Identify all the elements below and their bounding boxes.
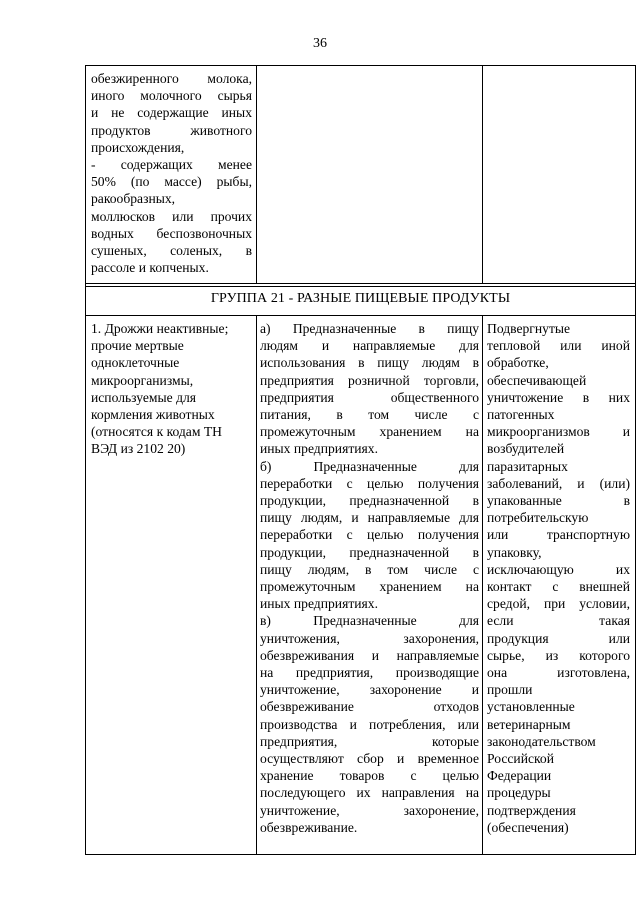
page-number: 36 [313,36,327,51]
text-line: кормления животных [91,407,215,423]
text-line: контакт с внешней [487,579,630,595]
text-line: продукция или [487,630,630,646]
text-line: пищу людям, в том числе с [260,561,479,577]
text-line: ракообразных, [91,191,176,207]
text-line: на предприятия, производящие [260,665,479,681]
text-line: установленные [487,699,575,715]
text-line: использования в пищу людям в [260,355,479,371]
text-line: хранение товаров с целью [260,768,479,784]
text-line: уничтожение в них [487,389,630,405]
continuation-description-cell [91,70,252,276]
text-line: Российской [487,751,554,767]
row-divider [85,315,636,316]
text-line: осуществляют сбор и временное [260,751,479,767]
text-line: ветеринарным [487,716,571,732]
text-line: обработке, [487,355,549,371]
text-line: последующего их направления на [260,785,479,801]
text-line: микроорганизмов и [487,424,630,440]
text-line: исключающую их [487,561,630,577]
text-line: иных предприятиях. [260,596,378,612]
text-line: 1. Дрожжи неактивные; [91,321,229,336]
text-line: (относятся к кодам ТН [91,424,222,440]
table-border-top [85,65,636,66]
text-line: уничтожения, захоронения, [260,630,479,646]
text-line: сушеных, соленых, в [91,243,252,259]
text-line: моллюсков или прочих [91,208,252,224]
text-line: питания, в том числе с [260,407,479,423]
column-divider [482,315,483,855]
text-line: уничтожение, захоронение, [260,802,479,818]
row-divider [85,283,636,284]
row-divider [85,286,636,287]
table-border-right [635,65,636,855]
text-line: в) Предназначенные для [260,613,479,629]
text-line: переработки с целью получения [260,527,479,543]
text-line: используемые для [91,389,197,405]
text-line: промежуточным хранением на [260,579,479,595]
text-line: - содержащих менее [91,157,252,173]
text-line: водных беспозвоночных [91,225,252,241]
text-line: б) Предназначенные для [260,458,479,474]
text-line: (обеспечения) [487,819,569,835]
text-line: производства и потребления, или [260,716,479,732]
text-line: промежуточным хранением на [260,424,479,440]
regulation-table [85,65,636,855]
text-line: людям и направляемые для [260,338,479,354]
text-line: происхождения, [91,139,185,155]
text-line: если такая [487,613,630,629]
text-line: или транспортную [487,527,630,543]
text-line: продукции, предназначенной в [260,493,479,509]
product-name-cell [91,320,252,458]
text-line: обезвреживания и направляемые [260,647,479,663]
text-line: одноклеточные [91,355,180,371]
column-divider [482,65,483,284]
table-border-left [85,65,86,855]
text-line: обеспечивающей [487,372,587,388]
text-line: микроорганизмы, [91,372,194,388]
text-line: возбудителей [487,441,565,457]
text-line: иного молочного сырья [91,88,252,104]
text-line: предприятия, которые [260,733,479,749]
text-line: продуктов животного [91,122,252,138]
text-line: подтверждения [487,802,576,818]
text-line: предприятия розничной торговли, [260,372,479,388]
text-line: законодательством [487,733,596,749]
text-line: упакованные в [487,493,630,509]
text-line: обезжиренного молока, [91,71,252,86]
text-line: Федерации [487,768,552,784]
column-divider [256,65,257,284]
text-line: пищу людям, и направляемые для [260,510,479,526]
text-line: сырье, из которого [487,647,630,663]
text-line: уничтожение, захоронение и [260,682,479,698]
text-line: она изготовлена, [487,665,630,681]
text-line: прошли [487,682,533,698]
table-border-bottom [85,854,636,855]
text-line: а) Предназначенные в пищу [260,321,479,336]
text-line: и не содержащие иных [91,105,252,121]
group-heading: ГРУППА 21 - РАЗНЫЕ ПИЩЕВЫЕ ПРОДУКТЫ [210,291,511,306]
text-line: потребительскую [487,510,589,526]
text-line: 50% (по массе) рыбы, [91,174,252,190]
text-line: рассоле и копченых. [91,260,209,276]
text-line: процедуры [487,785,551,801]
text-line: обезвреживание отходов [260,699,479,715]
text-line: обезвреживание. [260,819,358,835]
text-line: ВЭД из 2102 20) [91,441,186,457]
column-divider [256,315,257,855]
text-line: тепловой или иной [487,338,630,354]
conditions-cell [487,320,630,836]
text-line: упаковку, [487,544,542,560]
text-line: заболеваний, и (или) [487,475,630,491]
text-line: Подвергнутые [487,321,571,336]
text-line: прочие мертвые [91,338,184,354]
text-line: предприятия общественного [260,389,479,405]
text-line: переработки с целью получения [260,475,479,491]
text-line: иных предприятиях. [260,441,378,457]
purpose-cell [260,320,479,836]
text-line: продукции, предназначенной в [260,544,479,560]
text-line: патогенных [487,407,555,423]
text-line: паразитарных [487,458,568,474]
text-line: средой, при условии, [487,596,630,612]
